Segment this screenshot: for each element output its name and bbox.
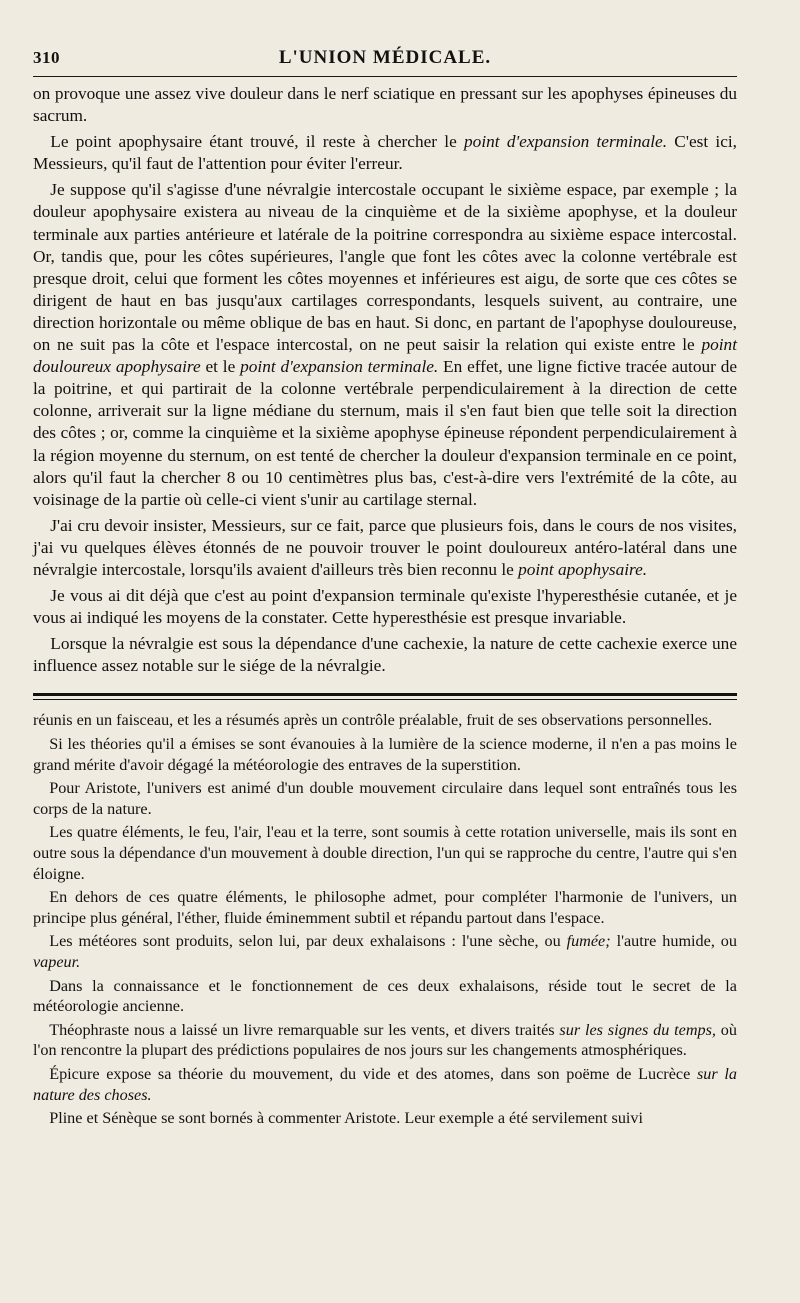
page-number: 310 xyxy=(33,48,60,67)
feuilleton-article xyxy=(33,710,737,1128)
document-page xyxy=(33,38,737,1129)
paragraph: Le point apophysaire étant trouvé, il reste à chercher le point d'expansion terminale. C'est ici, Messieurs, qu'il faut de l'attention pour éviter l'erreur. xyxy=(33,132,737,174)
section-divider xyxy=(33,693,737,700)
paragraph: Pour Aristote, l'univers est animé d'un double mouvement circulaire dans lequel sont entraînés tous les corps de la nature. xyxy=(33,779,737,818)
paragraph: on provoque une assez vive douleur dans le nerf sciatique en pressant sur les apophyses épineuses du sacrum. xyxy=(33,84,737,126)
header-rule xyxy=(33,76,737,77)
paragraph: Pline et Sénèque se sont bornés à commenter Aristote. Leur exemple a été servilement suivi xyxy=(49,1109,644,1128)
paragraph: En dehors de ces quatre éléments, le philosophe admet, pour compléter l'harmonie de l'univers, un principe plus général, l'éther, fluide éminemment subtil et répandu partout dans l'espace. xyxy=(33,888,737,927)
paragraph: réunis en un faisceau, et les a résumés après un contrôle préalable, fruit de ses observations personnelles. xyxy=(33,711,713,730)
paragraph: Je vous ai dit déjà que c'est au point d'expansion terminale qu'existe l'hyperesthésie cutanée, et je vous ai indiqué les moyens de la constater. Cette hyperesthésie est presque invariable. xyxy=(33,586,737,628)
paragraph: J'ai cru devoir insister, Messieurs, sur ce fait, parce que plusieurs fois, dans le cours de nos visites, j'ai vu quelques élèves étonnés de ne pouvoir trouver le point douloureux antéro-latéral dans une névralgie intercostale, lorsqu'ils avaient d'ailleurs très bien reconnu le point apophysaire. xyxy=(33,515,737,579)
paragraph: Les météores sont produits, selon lui, par deux exhalaisons : l'une sèche, ou fumée; l'autre humide, ou vapeur. xyxy=(33,932,737,971)
paragraph: Je suppose qu'il s'agisse d'une névralgie intercostale occupant le sixième espace, par exemple ; la douleur apophysaire existera au niveau de la cinquième et de la sixième apophyse, et la douleur terminale aux parties antérieure et latérale de la poitrine correspondra au sixième espace intercostal. Or, tandis que, pour les côtes supérieures, l'angle que font les côtes avec la colonne vertébrale est presque droit, celui que forment les côtes moyennes et inférieures est aigu, de sorte que ces côtes se dirigent de haut en bas jusqu'aux cartilages correspondants, lesquels suivent, au contraire, une direction horizontale ou même oblique de bas en haut. Si donc, en partant de l'apophyse douloureuse, on ne suit pas la côte et l'espace intercostal, on ne peut saisir la relation qui existe entre le point douloureux apophysaire et le point d'expansion terminale. En effet, une ligne fictive tracée autour de la poitrine, et qui partirait de la colonne vertébrale perpendiculairement à la direction de cette colonne, arriverait sur la ligne médiane du sternum, mais il s'en faut bien que telle soit la direction des côtes ; or, comme la cinquième et la sixième apophyse épineuse répondent perpendiculairement à la région moyenne du sternum, on est tenté de chercher la douleur d'expansion terminale en ce point, alors qu'il faut la chercher 8 ou 10 centimètres plus bas, c'est-à-dire vers l'extrémité de la côte, au voisinage de la partie où celle-ci vient s'unir au cartilage sternal. xyxy=(33,180,738,509)
journal-title: L'UNION MÉDICALE. xyxy=(278,47,492,68)
page-header xyxy=(33,38,737,70)
paragraph: Si les théories qu'il a émises se sont évanouies à la lumière de la science moderne, il n'en a pas moins le grand mérite d'avoir dégagé la météorologie des entraves de la superstition. xyxy=(33,735,737,774)
paragraph: Dans la connaissance et le fonctionnement de ces deux exhalaisons, réside tout le secret de la météorologie ancienne. xyxy=(33,976,737,1016)
main-article xyxy=(33,83,737,677)
paragraph: Épicure expose sa théorie du mouvement, du vide et des atomes, dans son poëme de Lucrèce sur la nature des choses. xyxy=(33,1064,737,1104)
paragraph: Les quatre éléments, le feu, l'air, l'eau et la terre, sont soumis à cette rotation universelle, mais ils sont en outre sous la dépendance d'un mouvement à double direction, l'un qui se rapproche du centre, l'autre qui s'en éloigne. xyxy=(33,823,737,883)
paragraph: Théophraste nous a laissé un livre remarquable sur les vents, et divers traités sur les signes du temps, où l'on rencontre la plupart des prédictions populaires de nos jours sur les changements atmosphériques. xyxy=(33,1020,737,1060)
paragraph: Lorsque la névralgie est sous la dépendance d'une cachexie, la nature de cette cachexie exerce une influence assez notable sur le siége de la névralgie. xyxy=(33,634,737,676)
